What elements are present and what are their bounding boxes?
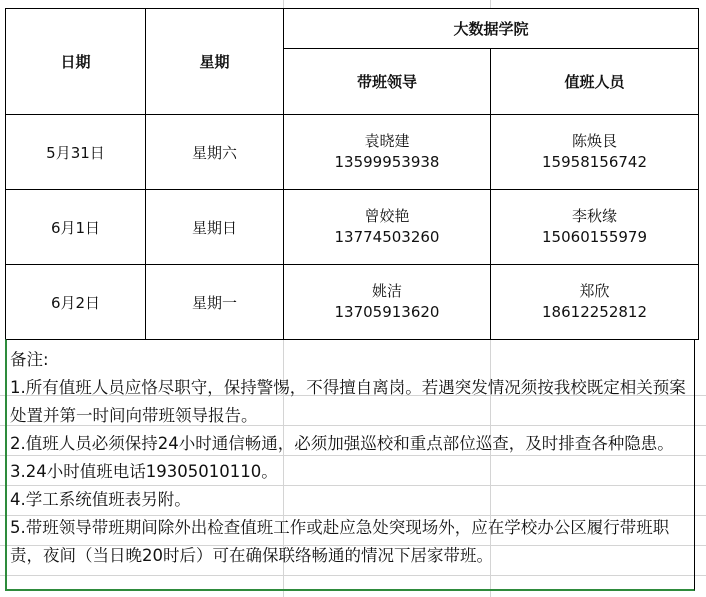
staff-phone: 15060155979: [542, 228, 647, 246]
leader-phone: 13705913620: [334, 303, 440, 321]
date-cell[interactable]: 6月2日: [6, 265, 146, 340]
table-row: [6, 190, 699, 265]
note-item: 3.24小时值班电话19305010110。: [10, 462, 278, 481]
staff-name: 李秋缘: [572, 207, 618, 225]
table-row: [6, 115, 699, 190]
leader-phone: 13774503260: [334, 228, 440, 246]
date-header[interactable]: 日期: [6, 9, 146, 115]
notes-title: 备注:: [10, 350, 49, 369]
weekday-cell[interactable]: 星期六: [146, 115, 284, 190]
duty-schedule-table: [5, 8, 699, 340]
date-cell[interactable]: 5月31日: [6, 115, 146, 190]
leader-cell[interactable]: [284, 115, 491, 190]
staff-name: 郑欣: [579, 282, 610, 300]
date-cell[interactable]: 6月1日: [6, 190, 146, 265]
college-header[interactable]: 大数据学院: [284, 9, 699, 49]
leader-cell[interactable]: [284, 190, 491, 265]
staff-cell[interactable]: [491, 115, 699, 190]
note-item: 4.学工系统值班表另附。: [10, 490, 191, 509]
staff-phone: 18612252812: [542, 303, 647, 321]
leader-name: 姚洁: [371, 282, 402, 300]
leader-name: 袁晓建: [364, 132, 410, 150]
leader-name: 曾姣艳: [364, 207, 410, 225]
staff-cell[interactable]: [491, 265, 699, 340]
note-item: 5.带班领导带班期间除外出检查值班工作或赴应急处突现场外，应在学校办公区履行带班职责，夜间（当日晚20时后）可在确保联络畅通的情况下居家带班。: [10, 518, 670, 565]
leader-phone: 13599953938: [334, 153, 440, 171]
leader-header[interactable]: 带班领导: [284, 49, 491, 115]
note-item: 2.值班人员必须保持24小时通信畅通，必须加强巡校和重点部位巡查，及时排查各种隐患。: [10, 434, 674, 453]
weekday-header[interactable]: 星期: [146, 9, 284, 115]
staff-phone: 15958156742: [542, 153, 647, 171]
weekday-cell[interactable]: 星期日: [146, 190, 284, 265]
staff-header[interactable]: 值班人员: [491, 49, 699, 115]
staff-name: 陈焕艮: [572, 132, 618, 150]
staff-cell[interactable]: [491, 190, 699, 265]
leader-cell[interactable]: [284, 265, 491, 340]
notes-cell[interactable]: [5, 339, 695, 591]
table-row: [6, 265, 699, 340]
weekday-cell[interactable]: 星期一: [146, 265, 284, 340]
note-item: 1.所有值班人员应恪尽职守，保持警惕，不得擅自离岗。若遇突发情况须按我校既定相关预案处置并第一时间向带班领导报告。: [10, 378, 686, 425]
